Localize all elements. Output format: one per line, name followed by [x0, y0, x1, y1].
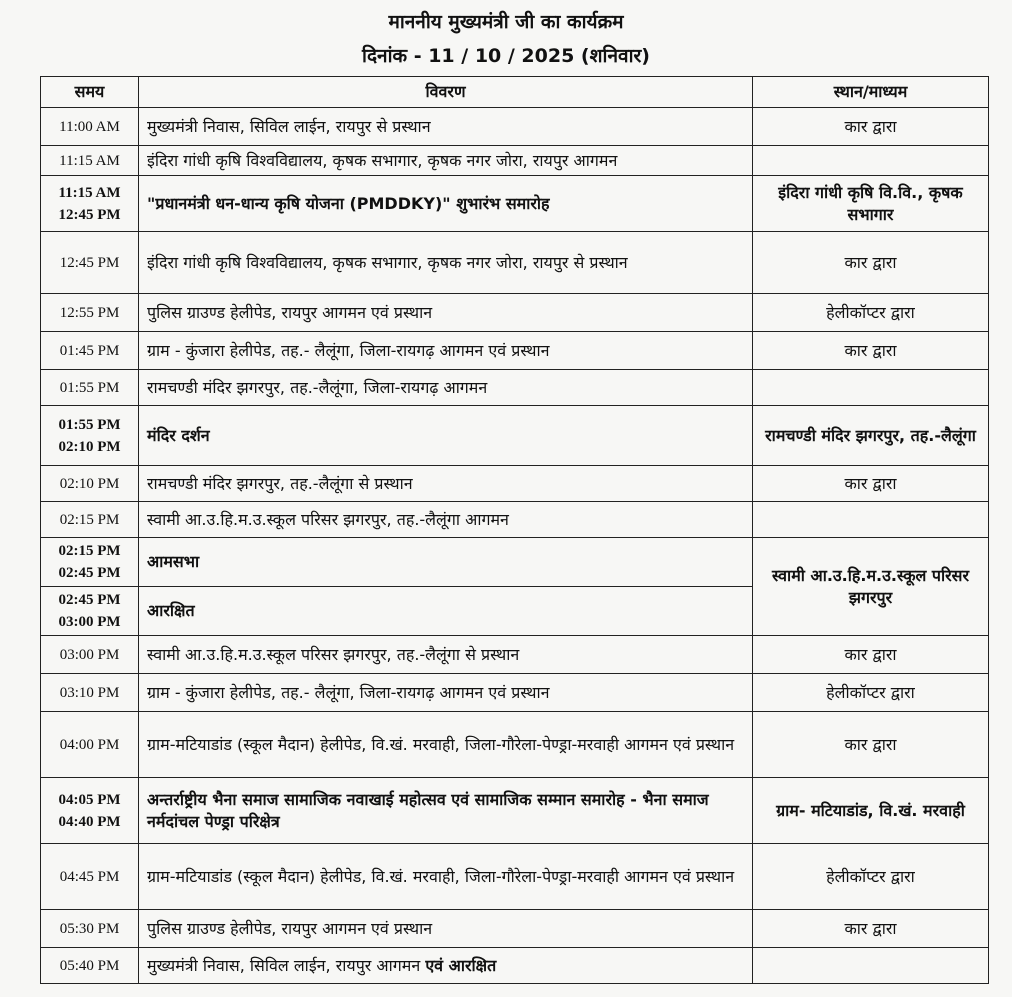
row-time: 12:45 PM: [41, 232, 139, 294]
row-details: "प्रधानमंत्री धन-धान्य कृषि योजना (PMDDKY)" शुभारंभ समारोह: [139, 176, 753, 232]
table-row: [41, 370, 989, 406]
row-details: आमसभा: [139, 538, 753, 587]
row-place: कार द्वारा: [753, 466, 989, 502]
row-time-end: 12:45 PM: [58, 206, 121, 223]
row-time-end: 02:45 PM: [58, 565, 121, 581]
table-row: [41, 778, 989, 844]
table-row: [41, 674, 989, 712]
row-place: [753, 370, 989, 406]
column-header-details: विवरण: [139, 77, 753, 108]
row-time: 05:40 PM: [41, 948, 139, 984]
table-row: [41, 844, 989, 910]
row-place: स्वामी आ.उ.हि.म.उ.स्कूल परिसर झगरपुर: [753, 538, 989, 636]
row-place: [753, 948, 989, 984]
row-place: कार द्वारा: [753, 636, 989, 674]
table-row: [41, 294, 989, 332]
row-time-start: 04:05 PM: [58, 791, 121, 808]
row-time: 03:10 PM: [41, 674, 139, 712]
table-row: [41, 232, 989, 294]
schedule-date: दिनांक - 11 / 10 / 2025 (शनिवार): [362, 45, 650, 67]
row-details: पुलिस ग्राउण्ड हेलीपेड, रायपुर आगमन एवं प्रस्थान: [139, 294, 753, 332]
table-row: [41, 146, 989, 176]
row-details: इंदिरा गांधी कृषि विश्वविद्यालय, कृषक सभागार, कृषक नगर जोरा, रायपुर आगमन: [139, 146, 753, 176]
table-row: [41, 502, 989, 538]
row-time: 01:55 PM: [41, 370, 139, 406]
row-place: हेलीकॉप्टर द्वारा: [753, 294, 989, 332]
row-details: ग्राम-मटियाडांड (स्कूल मैदान) हेलीपेड, वि.खं. मरवाही, जिला-गौरेला-पेण्ड्रा-मरवाही आगमन एवं प्रस्थान: [139, 844, 753, 910]
row-details-bold-text: एवं आरक्षित: [425, 955, 497, 975]
table-row: [41, 466, 989, 502]
table-row: [41, 636, 989, 674]
schedule-table: [40, 76, 989, 984]
row-time: 11:15 AM: [41, 146, 139, 176]
row-time: 01:45 PM: [41, 332, 139, 370]
table-row: [41, 406, 989, 466]
table-row: [41, 332, 989, 370]
row-details: आरक्षित: [139, 587, 753, 636]
column-header-place: स्थान/माध्यम: [753, 77, 989, 108]
row-place: [753, 146, 989, 176]
row-place: कार द्वारा: [753, 910, 989, 948]
row-place: ग्राम- मटियाडांड, वि.खं. मरवाही: [753, 778, 989, 844]
row-time-end: 02:10 PM: [58, 438, 121, 455]
row-time: 03:00 PM: [41, 636, 139, 674]
row-details: [139, 948, 753, 984]
row-place: हेलीकॉप्टर द्वारा: [753, 844, 989, 910]
row-place: इंदिरा गांधी कृषि वि.वि., कृषक सभागार: [753, 176, 989, 232]
row-details-text: मुख्यमंत्री निवास, सिविल लाईन, रायपुर आगमन: [147, 955, 421, 975]
table-row: [41, 948, 989, 984]
row-details: स्वामी आ.उ.हि.म.उ.स्कूल परिसर झगरपुर, तह.-लैलूंगा से प्रस्थान: [139, 636, 753, 674]
row-time: [41, 587, 139, 636]
row-details: इंदिरा गांधी कृषि विश्वविद्यालय, कृषक सभागार, कृषक नगर जोरा, रायपुर से प्रस्थान: [139, 232, 753, 294]
row-time: 04:45 PM: [41, 844, 139, 910]
table-row: [41, 538, 989, 587]
page-title: माननीय मुख्यमंत्री जी का कार्यक्रम: [388, 11, 624, 33]
row-place: रामचण्डी मंदिर झगरपुर, तह.-लैलूंगा: [753, 406, 989, 466]
table-row: [41, 910, 989, 948]
row-place: कार द्वारा: [753, 108, 989, 146]
row-time: 04:00 PM: [41, 712, 139, 778]
row-details: ग्राम-मटियाडांड (स्कूल मैदान) हेलीपेड, वि.खं. मरवाही, जिला-गौरेला-पेण्ड्रा-मरवाही आगमन एवं प्रस्थान: [139, 712, 753, 778]
row-details: ग्राम - कुंजारा हेलीपेड, तह.- लैलूंगा, जिला-रायगढ़ आगमन एवं प्रस्थान: [139, 674, 753, 712]
row-place: [753, 502, 989, 538]
table-row: [41, 712, 989, 778]
row-place: हेलीकॉप्टर द्वारा: [753, 674, 989, 712]
row-time-start: 02:45 PM: [58, 592, 121, 608]
row-place: कार द्वारा: [753, 332, 989, 370]
row-details: रामचण्डी मंदिर झगरपुर, तह.-लैलूंगा, जिला-रायगढ़ आगमन: [139, 370, 753, 406]
row-details: मुख्यमंत्री निवास, सिविल लाईन, रायपुर से प्रस्थान: [139, 108, 753, 146]
row-details: अन्तर्राष्ट्रीय भैना समाज सामाजिक नवाखाई महोत्सव एवं सामाजिक सम्मान समारोह - भैना समाज नर्मदांचल पेण्ड्रा परिक्षेत्र: [139, 778, 753, 844]
row-time: [41, 406, 139, 466]
table-row: [41, 176, 989, 232]
row-time-start: 01:55 PM: [58, 416, 121, 433]
row-details: ग्राम - कुंजारा हेलीपेड, तह.- लैलूंगा, जिला-रायगढ़ आगमन एवं प्रस्थान: [139, 332, 753, 370]
row-time-start: 11:15 AM: [58, 184, 121, 201]
row-time: [41, 538, 139, 587]
row-time: 05:30 PM: [41, 910, 139, 948]
row-time: 02:15 PM: [41, 502, 139, 538]
row-time-end: 03:00 PM: [58, 614, 121, 630]
row-time: 02:10 PM: [41, 466, 139, 502]
row-time-start: 02:15 PM: [58, 543, 121, 559]
row-time-end: 04:40 PM: [58, 813, 121, 830]
row-details: मंदिर दर्शन: [139, 406, 753, 466]
table-header-row: [41, 77, 989, 108]
row-place: कार द्वारा: [753, 232, 989, 294]
row-details: स्वामी आ.उ.हि.म.उ.स्कूल परिसर झगरपुर, तह.-लैलूंगा आगमन: [139, 502, 753, 538]
row-time: [41, 176, 139, 232]
row-time: 11:00 AM: [41, 108, 139, 146]
row-time: 12:55 PM: [41, 294, 139, 332]
row-details: रामचण्डी मंदिर झगरपुर, तह.-लैलूंगा से प्रस्थान: [139, 466, 753, 502]
row-time: [41, 778, 139, 844]
row-details: पुलिस ग्राउण्ड हेलीपेड, रायपुर आगमन एवं प्रस्थान: [139, 910, 753, 948]
column-header-time: समय: [41, 77, 139, 108]
row-place: कार द्वारा: [753, 712, 989, 778]
table-row: [41, 108, 989, 146]
